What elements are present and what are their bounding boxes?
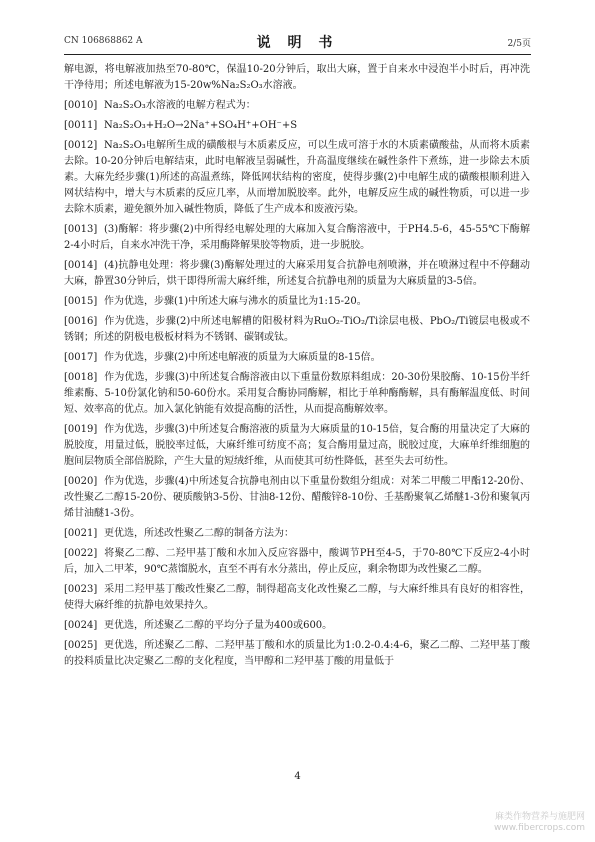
paragraph-text: 作为优选，步骤(3)中所述复合酶溶液的质量为大麻质量的10-15倍，复合酶的用量决定了大麻的脱胶度，用量过低，脱胶率过低，大麻纤维可纺度不高；复合酶用量过高，脱胶过度，大麻单纤维细胞的胞间层物质全部倍脱除，产生大量的短绒纤维，从而使其可纺性降低，甚至失去可纺性。 — [64, 424, 530, 467]
paragraph-text: 作为优选，步骤(3)中所述复合酶溶液由以下重量份数原料组成：20-30份果胶酶、10-15份半纤维素酶、5-10份氯化钠和50-60份水。采用复合酶协同酶解，相比于单种酶酶解，具有酶解温度低、时间短、效率高的优点。加入氯化钠能有效提高酶的活性，从而提高酶解效率。 — [64, 372, 530, 415]
paragraph-number: [0017] — [64, 352, 98, 363]
body-text — [64, 62, 530, 674]
paragraph-0011 — [64, 118, 530, 134]
paragraph-text: Na₂S₂O₃水溶液的电解方程式为： — [104, 100, 256, 111]
header-divider — [64, 54, 531, 55]
paragraph-continuation — [64, 62, 530, 94]
paragraph-text: 作为优选，步骤(2)中所述电解槽的阳极材料为RuO₂-TiO₂/Ti涂层电极、PbO₂/Ti镀层电极或不锈钢；所述的阴极电极板材料为不锈钢、碳钢或钛。 — [64, 316, 530, 343]
paragraph-0013 — [64, 222, 530, 254]
page-header — [64, 30, 531, 52]
patent-number: CN 106868862 A — [64, 36, 143, 46]
paragraph-number: [0012] — [64, 140, 98, 151]
paragraph-0015 — [64, 294, 530, 310]
paragraph-0012 — [64, 138, 530, 218]
paragraph-number: [0020] — [64, 476, 98, 487]
document-title: 说 明 书 — [256, 35, 339, 51]
paragraph-number: [0011] — [64, 120, 98, 131]
page-number: 4 — [294, 771, 301, 782]
paragraph-number: [0019] — [64, 424, 98, 435]
paragraph-text: 作为优选，步骤(4)中所述复合抗静电剂由以下重量份数组分组成：对苯二甲酸二甲酯12-20份、改性聚乙二醇15-20份、硬质酸钠3-5份、甘油8-12份、醋酸锌8-10份、壬基酚聚氧乙烯醚1-3份和聚氧丙烯甘油醚1-3份。 — [64, 476, 530, 519]
paragraph-number: [0024] — [64, 620, 98, 631]
paragraph-number: [0021] — [64, 528, 98, 539]
paragraph-0010 — [64, 98, 530, 114]
paragraph-text: 更优选，所述聚乙二醇的平均分子量为400或600。 — [104, 620, 333, 631]
paragraph-text: 解电源，将电解液加热至70-80℃，保温10-20分钟后，取出大麻，置于自来水中浸泡半小时后，再冲洗干净待用；所述电解液为15-20w%Na₂S₂O₃水溶液。 — [64, 64, 530, 91]
paragraph-text: 作为优选，步骤(1)中所述大麻与沸水的质量比为1:15-20。 — [104, 296, 367, 307]
paragraph-text: 作为优选，步骤(2)中所述电解液的质量为大麻质量的8-15倍。 — [104, 352, 381, 363]
paragraph-text: 将聚乙二醇、二羟甲基丁酸和水加入反应容器中，酸调节PH至4-5，于70-80℃下反应2-4小时后，加入二甲苯，90℃蒸馏脱水，直至不再有水分蒸出，停止反应，剩余物即为改性聚乙二醇。 — [64, 548, 530, 575]
paragraph-text: (4)抗静电处理：将步骤(3)酶解处理过的大麻采用复合抗静电剂喷淋，并在喷淋过程中不停翻动大麻，静置30分钟后，烘干即得所需大麻纤维，所述复合抗静电剂的质量为大麻质量的3-5倍。 — [64, 260, 530, 287]
paragraph-0024 — [64, 618, 530, 634]
watermark-site-name: 麻类作物营养与施肥网 — [494, 812, 585, 822]
paragraph-0019 — [64, 422, 530, 470]
watermark-url: www.fibercrops.com — [494, 823, 585, 833]
paragraph-0018 — [64, 370, 530, 418]
paragraph-0020 — [64, 474, 530, 522]
paragraph-number: [0015] — [64, 296, 98, 307]
paragraph-text: 更优选，所述改性聚乙二醇的制备方法为： — [104, 528, 294, 539]
paragraph-number: [0023] — [64, 584, 98, 595]
page-indicator: 2/5页 — [507, 39, 531, 49]
site-watermark — [494, 812, 585, 834]
paragraph-0022 — [64, 546, 530, 578]
paragraph-text: 采用二羟甲基丁酸改性聚乙二醇，制得超高支化改性聚乙二醇，与大麻纤维具有良好的相容性，使得大麻纤维的抗静电效果持久。 — [64, 584, 530, 611]
paragraph-0023 — [64, 582, 530, 614]
paragraph-number: [0010] — [64, 100, 98, 111]
paragraph-0016 — [64, 314, 530, 346]
paragraph-number: [0025] — [64, 640, 98, 651]
paragraph-0014 — [64, 258, 530, 290]
paragraph-number: [0022] — [64, 548, 98, 559]
paragraph-text: Na₂S₂O₃+H₂O→2Na⁺+SO₄H⁺+OH⁻+S — [104, 120, 298, 131]
paragraph-text: (3)酶解：将步骤(2)中所得经电解处理的大麻加入复合酶溶液中，于PH4.5-6，45-55℃下酶解2-4小时后，自来水冲洗干净，采用酶降解果胶等物质，进一步脱胶。 — [64, 224, 530, 251]
paragraph-text: Na₂S₂O₃电解所生成的磺酸根与木质素反应，可以生成可溶于水的木质素磺酸盐，从而将木质素去除。10-20分钟后电解结束，此时电解液呈弱碱性，升高温度继续在碱性条件下煮练，进一步除去木质素。大麻先经步骤(1)所述的高温煮练，降低网状结构的密度，使得步骤(2)中电解生成的磺酸根顺利进入网状结构中，增大与木质素的反应几率，从而增加脱胶率。此外，电解反应生成的碱性物质，可以进一步去除木质素，避免额外加入碱性物质，降低了生产成本和废液污染。 — [64, 140, 530, 215]
paragraph-0017 — [64, 350, 530, 366]
paragraph-text: 更优选，所述聚乙二醇、二羟甲基丁酸和水的质量比为1:0.2-0.4:4-6，聚乙二醇、二羟甲基丁酸的投料质量比决定聚乙二醇的支化程度，当甲醇和二羟甲基丁酸的用量低于 — [64, 640, 530, 667]
paragraph-number: [0014] — [64, 260, 98, 271]
paragraph-number: [0013] — [64, 224, 98, 235]
paragraph-number: [0018] — [64, 372, 98, 383]
paragraph-0025 — [64, 638, 530, 670]
paragraph-0021 — [64, 526, 530, 542]
paragraph-number: [0016] — [64, 316, 98, 327]
